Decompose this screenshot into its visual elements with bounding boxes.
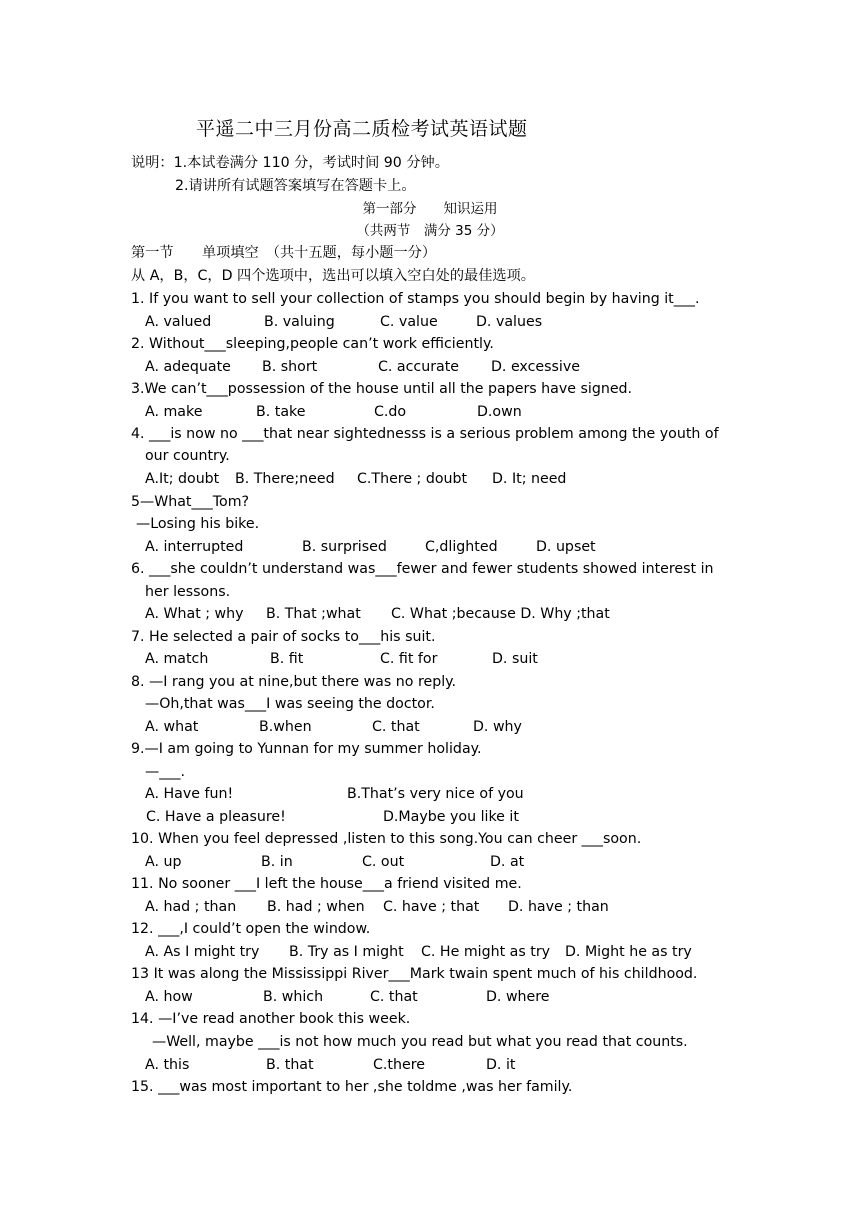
option: D. values (476, 314, 543, 330)
option: A. What ; why (145, 606, 244, 622)
option: A. adequate (145, 359, 231, 375)
option: B.That’s very nice of you (347, 786, 524, 802)
option: C,dlighted (425, 539, 498, 555)
question-stem: 1. If you want to sell your collection of stamps you should begin by having it___. (131, 291, 700, 307)
option: D. upset (536, 539, 596, 555)
option: C. that (372, 719, 420, 735)
option: A. match (145, 651, 209, 667)
question-stem: 8. —I rang you at nine,but there was no reply. (131, 674, 457, 690)
option: B.when (259, 719, 312, 735)
part-heading: 第一部分 知识运用 (362, 201, 498, 217)
question-stem: 5—What___Tom? (131, 494, 250, 510)
option: C. out (362, 854, 405, 870)
page-title: 平遥二中三月份高二质检考试英语试题 (196, 118, 528, 140)
question-stem: 4. ___is now no ___that near sightednesss is a serious problem among the youth of (131, 426, 719, 442)
option: A. up (145, 854, 182, 870)
question-stem: 13 It was along the Mississippi River___Mark twain spent much of his childhood. (131, 966, 698, 982)
option: C. have ; that (383, 899, 480, 915)
option: A. had ; than (145, 899, 237, 915)
question-stem-cont: —Well, maybe ___is not how much you read but what you read that counts. (152, 1034, 688, 1050)
question-stem-cont: —Losing his bike. (136, 516, 260, 532)
option: C. What ;because D. Why ;that (391, 606, 610, 622)
question-stem: 14. —I’ve read another book this week. (131, 1011, 411, 1027)
question-stem: 15. ___was most important to her ,she toldme ,was her family. (131, 1079, 573, 1095)
option: A. this (145, 1057, 190, 1073)
option: B. surprised (302, 539, 387, 555)
question-stem: 10. When you feel depressed ,listen to this song.You can cheer ___soon. (131, 831, 642, 847)
question-stem-cont: her lessons. (145, 584, 231, 600)
option: C. that (370, 989, 418, 1005)
option: A. how (145, 989, 193, 1005)
option: D. have ; than (508, 899, 609, 915)
option: D. at (490, 854, 525, 870)
question-stem: 11. No sooner ___I left the house___a friend visited me. (131, 876, 522, 892)
option: D.own (477, 404, 522, 420)
option: B. That ;what (266, 606, 361, 622)
question-stem-cont: —Oh,that was___I was seeing the doctor. (145, 696, 435, 712)
note-line: 说明：1.本试卷满分 110 分，考试时间 90 分钟。 (131, 155, 449, 171)
option: A. make (145, 404, 203, 420)
option: D.Maybe you like it (383, 809, 519, 825)
option: B. that (266, 1057, 314, 1073)
option: D. suit (492, 651, 538, 667)
option: C. fit for (380, 651, 438, 667)
question-stem-cont: —___. (145, 764, 185, 780)
question-stem: 3.We can’t___possession of the house until all the papers have signed. (131, 381, 633, 397)
question-stem: 6. ___she couldn’t understand was___fewer and fewer students showed interest in (131, 561, 714, 577)
option: B. take (256, 404, 306, 420)
option: C. accurate (378, 359, 460, 375)
option: B. had ; when (267, 899, 365, 915)
note-line: 2.请讲所有试题答案填写在答题卡上。 (175, 178, 416, 194)
option: D. why (473, 719, 522, 735)
section-instruction: 从 A，B，C，D 四个选项中，选出可以填入空白处的最佳选项。 (131, 268, 535, 284)
option: C.there (373, 1057, 425, 1073)
option: A. As I might try (145, 944, 260, 960)
question-stem: 7. He selected a pair of socks to___his suit. (131, 629, 436, 645)
option: D. excessive (491, 359, 580, 375)
part-subheading: （共两节 满分 35 分） (356, 223, 504, 239)
option: B. There;need (235, 471, 335, 487)
option: D. Might he as try (565, 944, 692, 960)
option: A. Have fun! (145, 786, 234, 802)
question-stem-cont: our country. (145, 448, 230, 464)
question-stem: 12. ___,I could’t open the window. (131, 921, 371, 937)
option: C.There ; doubt (357, 471, 468, 487)
option: C. value (380, 314, 438, 330)
option: B. Try as I might (289, 944, 404, 960)
option: D. where (486, 989, 550, 1005)
option: A. what (145, 719, 199, 735)
option: C.do (374, 404, 407, 420)
option: C. Have a pleasure! (146, 809, 286, 825)
section-heading: 第一节 单项填空 （共十五题，每小题一分） (131, 245, 437, 261)
option: A. interrupted (145, 539, 244, 555)
question-stem: 2. Without___sleeping,people can’t work efficiently. (131, 336, 494, 352)
question-stem: 9.—I am going to Yunnan for my summer holiday. (131, 741, 482, 757)
option: B. in (261, 854, 293, 870)
option: C. He might as try (421, 944, 551, 960)
option: A. valued (145, 314, 212, 330)
option: D. it (486, 1057, 516, 1073)
option: D. It; need (492, 471, 567, 487)
option: B. fit (270, 651, 304, 667)
option: B. which (263, 989, 324, 1005)
option: B. short (262, 359, 318, 375)
option: B. valuing (264, 314, 335, 330)
option: A.It; doubt (145, 471, 220, 487)
